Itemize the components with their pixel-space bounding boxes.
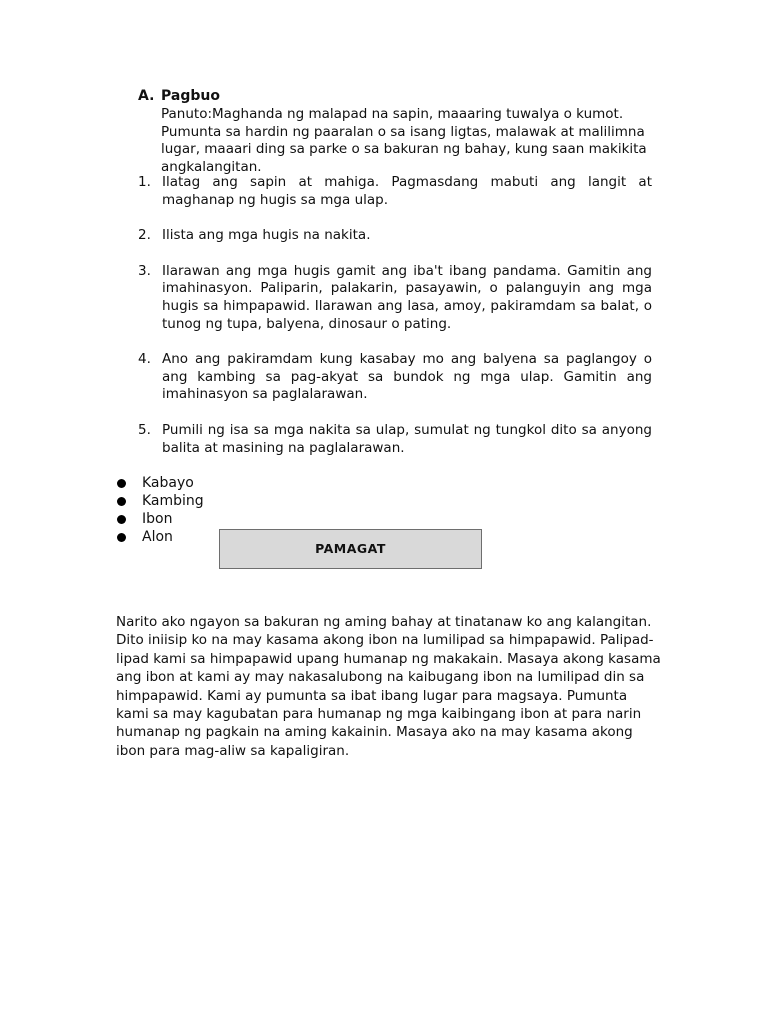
step-number: 1.: [138, 174, 151, 190]
bullet-item: [116, 492, 204, 510]
step-item: [138, 227, 652, 245]
bullet-item: [116, 510, 204, 528]
step-text: Ilarawan ang mga hugis gamit ang iba't ibang pandama. Gamitin ang imahinasyon. Paliparin, palakarin, pasayawin, o palanguyin ang mga hugis sa himpapawid. Ilarawan ang lasa, amoy, pakiramdam sa balat, o tunog ng tupa, balyena, dinosaur o pating.: [162, 262, 652, 332]
step-number: 3.: [138, 262, 151, 279]
bullet-dot-icon: [117, 533, 126, 542]
bullet-item: [116, 528, 204, 546]
bullet-label: Kabayo: [142, 475, 194, 491]
step-text: Ilatag ang sapin at mahiga. Pagmasdang mabuti ang langit at maghanap ng hugis sa mga ulap.: [162, 174, 652, 208]
bullet-label: Alon: [142, 529, 173, 545]
step-text: Ano ang pakiramdam kung kasabay mo ang balyena sa paglangoy o ang kambing sa pag-akyat sa bundok ng mga ulap. Gamitin ang imahinasyon sa paglalarawan.: [162, 351, 652, 403]
step-number: 2.: [138, 227, 151, 244]
step-text: Pumili ng isa sa mga nakita sa ulap, sumulat ng tungkol dito sa anyong balita at masining na paglalarawan.: [162, 421, 652, 456]
bullet-dot-icon: [117, 497, 126, 506]
section-letter: A.: [138, 88, 155, 104]
step-number: 4.: [138, 351, 151, 368]
step-text: Ilista ang mga hugis na nakita.: [162, 227, 371, 244]
bullet-dot-icon: [117, 479, 126, 488]
body-paragraph: Narito ako ngayon sa bakuran ng aming bahay at tinatanaw ko ang kalangitan. Dito iniisip ko na may kasama akong ibon na lumilipad sa himpapawid. Palipad-lipad kami sa himpapawid upang humanap ng makakain. Masaya akong kasama ang ibon at kami ay may nakasalubong na kaibugang ibon na lumilipad din sa himpapawid. Kami ay pumunta sa ibat ibang lugar para magsaya. Pumunta kami sa may kagubatan para humanap ng mga kaibingang ibon at para narin humanap ng pagkain na aming kakainin. Masaya ako na may kasama akong ibon para mag-aliw sa kapaligiran.: [116, 614, 661, 759]
steps-list: [138, 174, 652, 457]
title-box-label: PAMAGAT: [315, 541, 386, 556]
step-item: [138, 422, 652, 457]
step-item: [138, 351, 652, 404]
section-heading: [138, 86, 220, 106]
bullet-list: [116, 474, 204, 546]
bullet-label: Kambing: [142, 493, 204, 509]
instructions-paragraph: Panuto:Maghanda ng malapad na sapin, maaaring tuwalya o kumot. Pumunta sa hardin ng paaralan o sa isang ligtas, malawak at malilimna lugar, maaari ding sa parke o sa bakuran ng bahay, kung saan makikita angkalangitan.: [161, 106, 647, 175]
section-title: Pagbuo: [161, 88, 220, 104]
title-box: [219, 529, 482, 569]
bullet-label: Ibon: [142, 511, 173, 527]
bullet-dot-icon: [117, 515, 126, 524]
step-item: [138, 263, 652, 333]
step-number: 5.: [138, 421, 151, 438]
step-item: [138, 174, 652, 209]
bullet-item: [116, 474, 204, 492]
